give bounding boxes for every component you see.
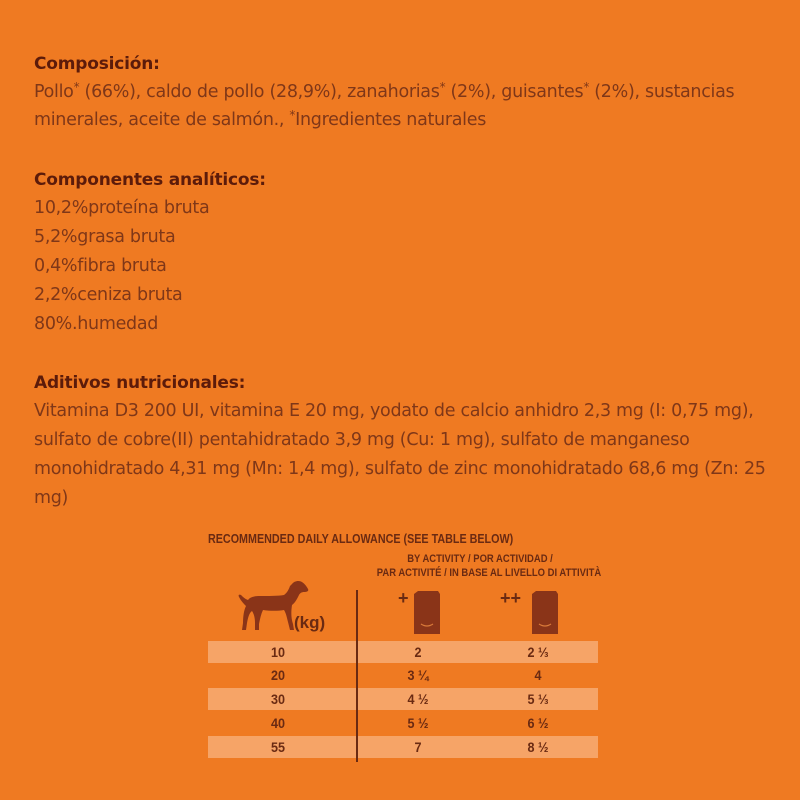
- additives-line: Vitamina D3 200 UI, vitamina E 20 mg, yodato de calcio anhidro 2,3 mg (I: 0,75 mg),: [34, 401, 754, 421]
- column-divider: [356, 590, 358, 762]
- composition-line-1: Pollo* (66%), caldo de pollo (28,9%), zanahorias* (2%), guisantes* (2%), sustancias: [34, 80, 735, 102]
- additives-line: mg): [34, 488, 69, 508]
- analytical-item: 5,2%grasa bruta: [34, 227, 176, 247]
- table-row: 10 2 2 ⅓: [208, 641, 598, 663]
- composition-text: [34, 78, 774, 134]
- analytical-heading: Componentes analíticos:: [34, 170, 266, 190]
- additives-text: [34, 397, 774, 513]
- table-row: 55 7 8 ½: [208, 736, 598, 758]
- analytical-item: 80%.humedad: [34, 314, 159, 334]
- table-row: 40 5 ½ 6 ½: [270, 715, 549, 731]
- composition-heading: Composición:: [34, 54, 160, 74]
- weight-label: (kg): [294, 613, 326, 632]
- analytical-section: [34, 169, 774, 339]
- analytical-item: 10,2%proteína bruta: [34, 198, 210, 218]
- dosage-title: RECOMMENDED DAILY ALLOWANCE (SEE TABLE BELOW): [208, 532, 514, 546]
- pouch-icon: [412, 590, 442, 636]
- activity-header: BY ACTIVITY / POR ACTIVIDAD / PAR ACTIVITÉ / IN BASE AL LIVELLO DI ATTIVITÀ: [376, 553, 602, 579]
- analytical-list: [34, 194, 774, 339]
- composition-line-2: minerales, aceite de salmón., *Ingredientes naturales: [34, 108, 487, 130]
- analytical-item: 2,2%ceniza bruta: [34, 285, 183, 305]
- activity-normal-symbol: +: [398, 588, 409, 608]
- additives-heading: Aditivos nutricionales:: [34, 373, 246, 393]
- table-row: 20 3 ¼ 4: [270, 667, 542, 683]
- composition-section: [34, 53, 774, 134]
- pouch-icon: [530, 590, 560, 636]
- activity-high-symbol: ++: [500, 588, 522, 608]
- analytical-item: 0,4%fibra bruta: [34, 256, 167, 276]
- additives-line: monohidratado 4,31 mg (Mn: 1,4 mg), sulfato de zinc monohidratado 68,6 mg (Zn: 25: [34, 459, 766, 479]
- table-row: 30 4 ½ 5 ⅓: [208, 688, 598, 710]
- additives-section: [34, 372, 774, 513]
- additives-line: sulfato de cobre(II) pentahidratado 3,9 mg (Cu: 1 mg), sulfato de manganeso: [34, 430, 690, 450]
